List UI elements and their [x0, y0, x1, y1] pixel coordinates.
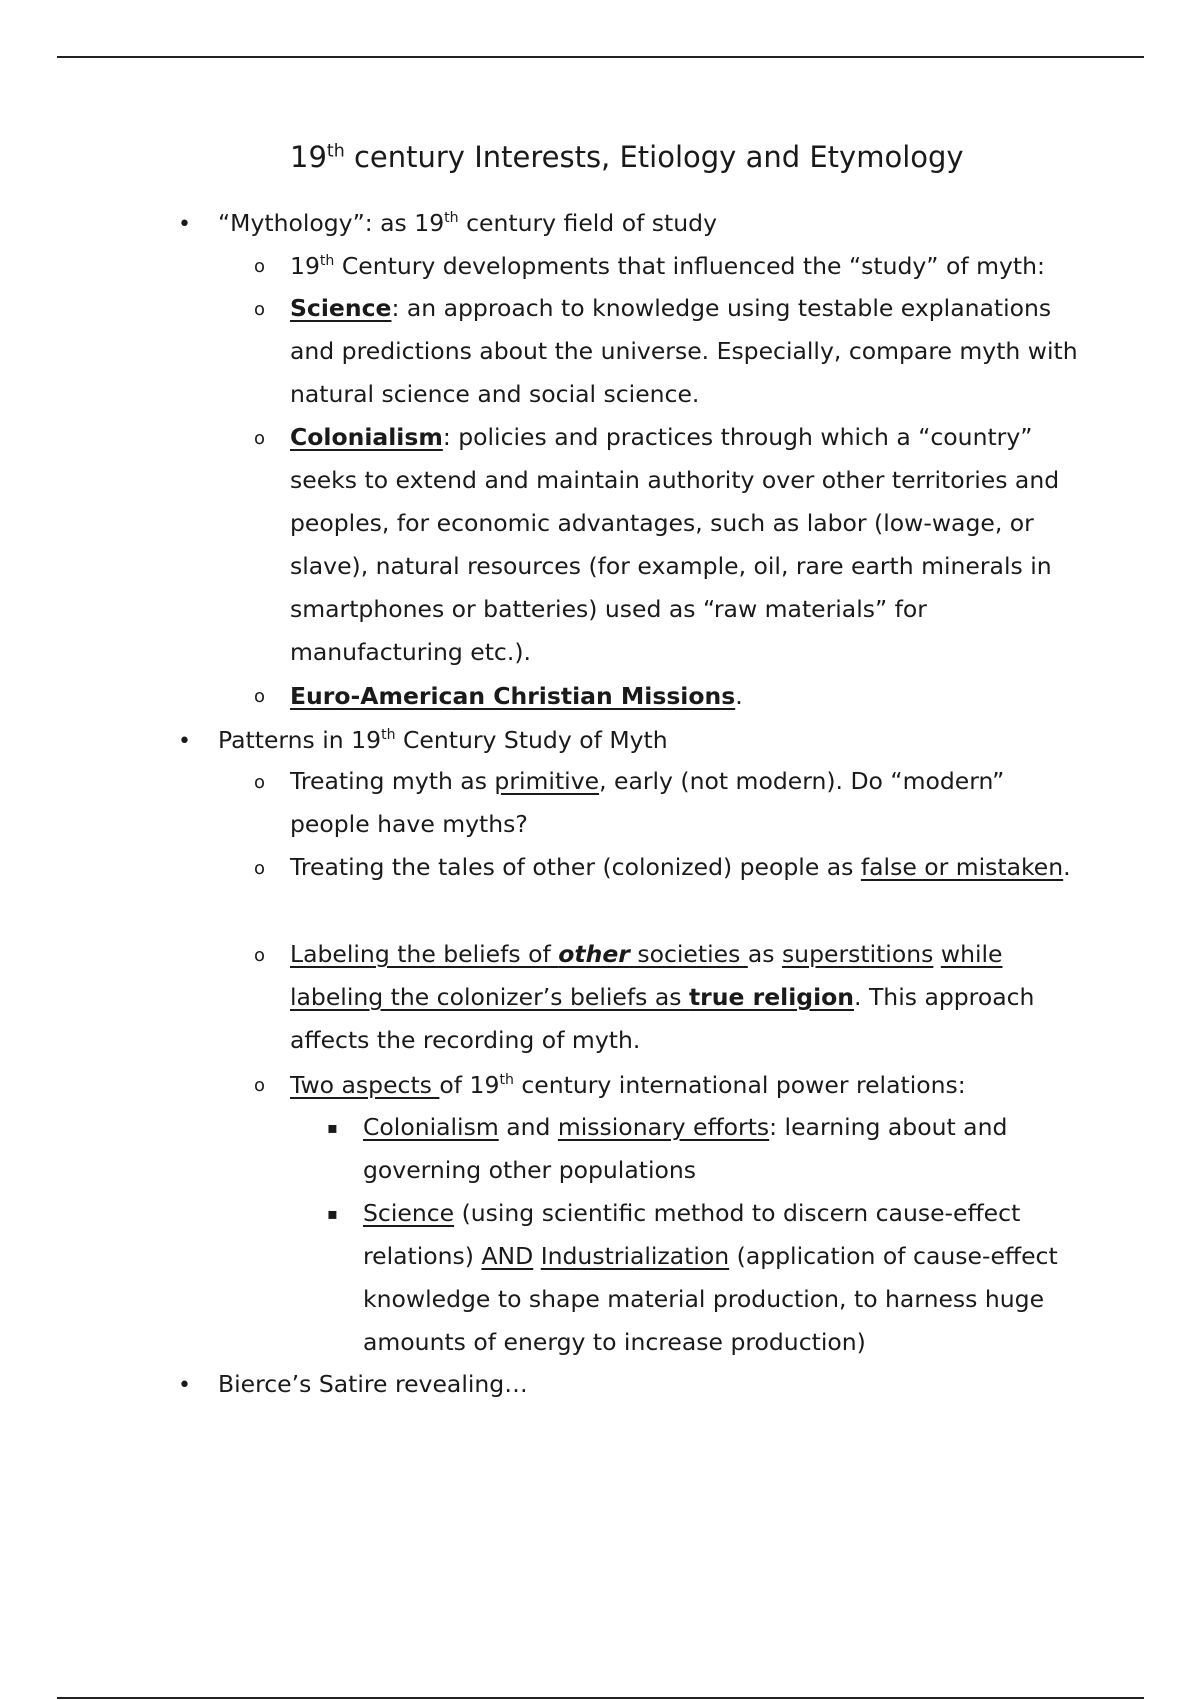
list-item: Treating myth as primitive, early (not modern). Do “modern” people have myths?	[290, 767, 1005, 838]
bullet-icon: •	[178, 212, 191, 237]
list-item: Euro-American Christian Missions.	[290, 682, 743, 710]
page-title: 19th century Interests, Etiology and Etymology	[290, 140, 964, 174]
bullet-icon: o	[254, 945, 266, 966]
list-item: Patterns in 19th Century Study of Myth	[218, 726, 668, 754]
bullet-icon: o	[254, 858, 266, 879]
bullet-icon: ▪	[327, 1204, 338, 1223]
bullet-icon: o	[254, 428, 266, 449]
list-item: Labeling the beliefs of other societies as superstitions while labeling the colonizer’s beliefs as true religion. This approach affects the recording of myth.	[290, 940, 1035, 1054]
list-item: Colonialism: policies and practices through which a “country” seeks to extend and maintain authority over other territories and peoples, for economic advantages, such as labor (low-wage, or slave), natural resources (for example, oil, rare earth minerals in smartphones or batteries) used as “raw materials” for manufacturing etc.).	[290, 423, 1060, 666]
bullet-icon: o	[254, 1075, 266, 1096]
list-item: Colonialism and missionary efforts: learning about and governing other populations	[363, 1113, 1008, 1184]
bullet-icon: •	[178, 1373, 191, 1398]
bullet-icon: o	[254, 256, 266, 277]
list-item: Two aspects of 19th century international power relations:	[290, 1071, 966, 1099]
header-rule	[57, 56, 1144, 58]
bullet-icon: o	[254, 299, 266, 320]
list-item: Treating the tales of other (colonized) people as false or mistaken.	[290, 853, 1071, 881]
list-item: 19th Century developments that influenced the “study” of myth:	[290, 252, 1045, 280]
bullet-icon: ▪	[327, 1118, 338, 1137]
bullet-icon: o	[254, 686, 266, 707]
bullet-icon: o	[254, 772, 266, 793]
bullet-icon: •	[178, 729, 191, 754]
list-item: “Mythology”: as 19th century field of study	[218, 209, 717, 237]
list-item: Science (using scientific method to discern cause-effect relations) AND Industrialization (application of cause-effect knowledge to shape material production, to harness huge amounts of energy to increase production)	[363, 1199, 1058, 1356]
list-item: Science: an approach to knowledge using testable explanations and predictions about the universe. Especially, compare myth with natural science and social science.	[290, 294, 1078, 408]
footer-rule	[57, 1697, 1144, 1699]
list-item: Bierce’s Satire revealing…	[218, 1370, 528, 1398]
